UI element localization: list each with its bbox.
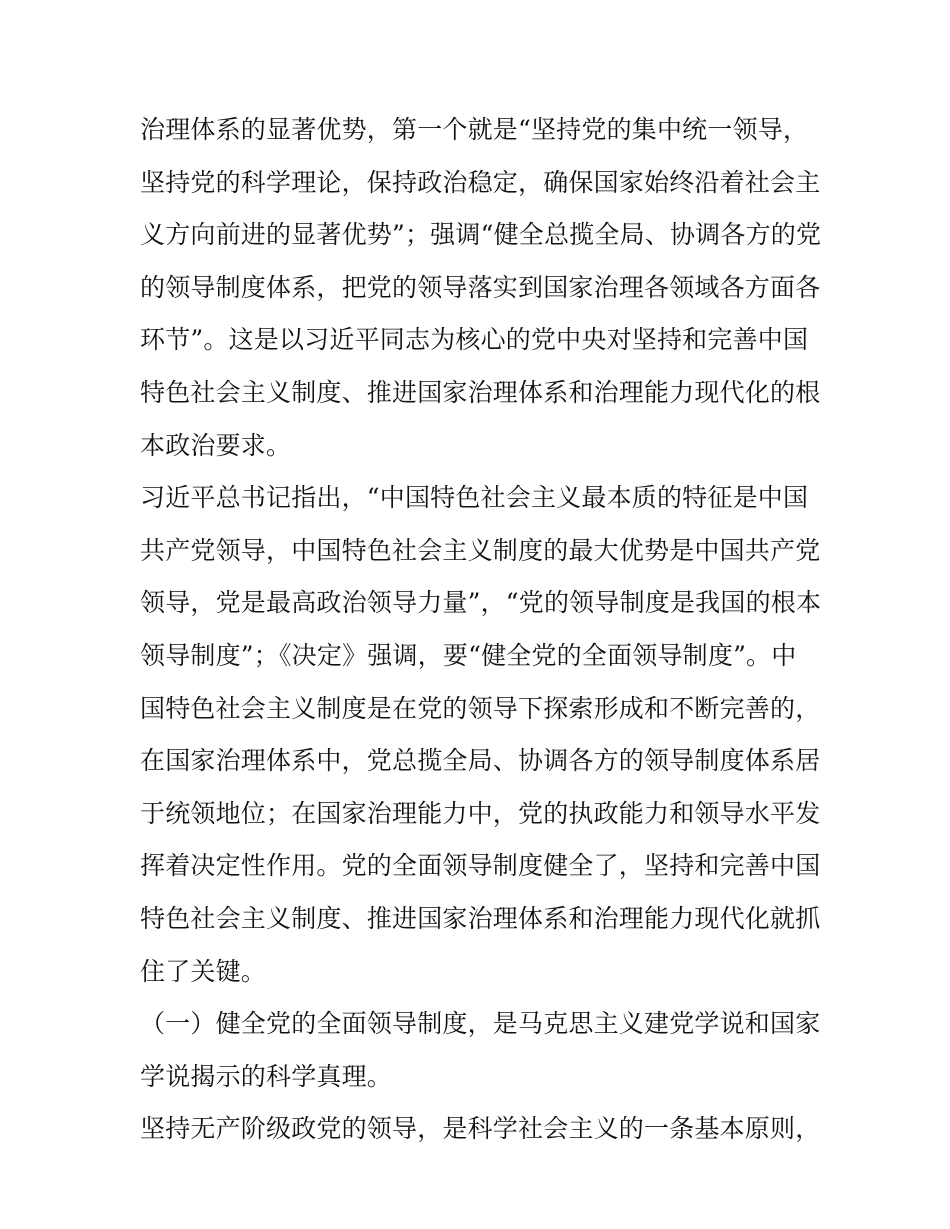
text-line-6: 特色社会主义制度、推进国家治理体系和治理能力现代化的根: [140, 377, 821, 407]
text-line-7: 本政治要求。: [140, 430, 292, 460]
text-line-8: 习近平总书记指出，“中国特色社会主义最本质的特征是中国: [140, 483, 809, 513]
text-line-3: 义方向前进的显著优势”；强调“健全总揽全局、协调各方的党: [140, 220, 822, 250]
text-line-10: 领导，党是最高政治领导力量”，“党的领导制度是我国的根本: [140, 588, 822, 618]
text-line-5: 环节”。这是以习近平同志为核心的党中央对坚持和完善中国: [140, 325, 809, 355]
text-line-14: 于统领地位；在国家治理能力中，党的执政能力和领导水平发: [140, 798, 821, 828]
text-line-1: 治理体系的显著优势，第一个就是“坚持党的集中统一领导，: [140, 115, 809, 144]
text-line-17: 住了关键。: [140, 956, 267, 986]
text-line-13: 在国家治理体系中，党总揽全局、协调各方的领导制度体系居: [140, 746, 821, 776]
text-line-12: 国特色社会主义制度是在党的领导下探索形成和不断完善的，: [140, 693, 821, 723]
text-line-11: 领导制度”；《决定》强调，要“健全党的全面领导制度”。中: [140, 640, 797, 670]
text-line-4: 的领导制度体系，把党的领导落实到国家治理各领域各方面各: [140, 272, 821, 302]
text-line-15: 挥着决定性作用。党的全面领导制度健全了，坚持和完善中国: [140, 851, 821, 881]
text-line-19: 学说揭示的科学真理。: [140, 1061, 393, 1091]
text-line-18: （一）健全党的全面领导制度，是马克思主义建党学说和国家: [140, 1009, 821, 1039]
document-body-text: [140, 104, 820, 1156]
text-line-16: 特色社会主义制度、推进国家治理体系和治理能力现代化就抓: [140, 903, 821, 933]
text-line-2: 坚持党的科学理论，保持政治稳定，确保国家始终沿着社会主: [140, 167, 821, 197]
text-line-20: 坚持无产阶级政党的领导，是科学社会主义的一条基本原则，: [140, 1114, 821, 1144]
text-line-9: 共产党领导，中国特色社会主义制度的最大优势是中国共产党: [140, 535, 821, 565]
